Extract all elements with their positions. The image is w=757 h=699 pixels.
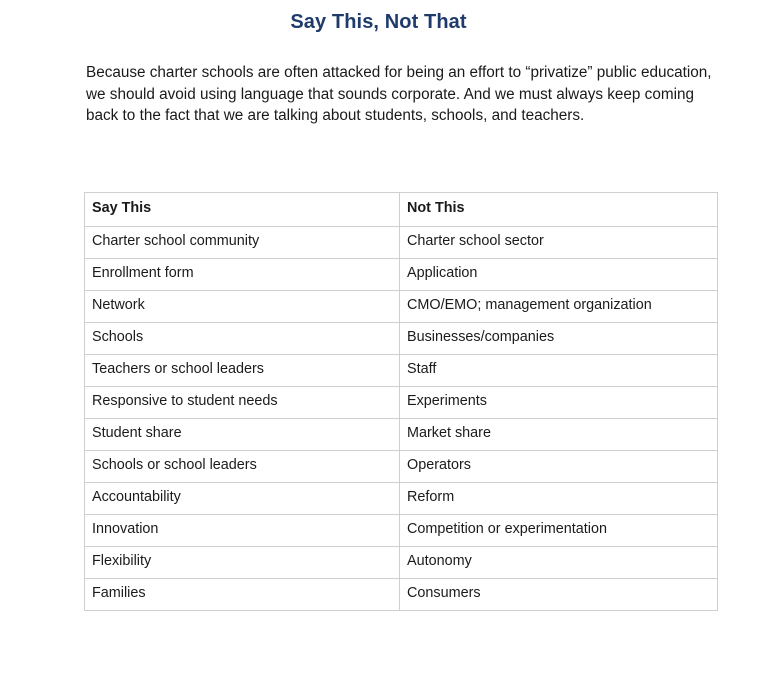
say-this-cell: Schools [85,323,400,355]
table-row [85,291,718,323]
table-row [85,579,718,611]
say-this-cell: Accountability [85,483,400,515]
say-this-cell: Network [85,291,400,323]
table-row [85,355,718,387]
say-this-cell: Enrollment form [85,259,400,291]
say-this-cell: Schools or school leaders [85,451,400,483]
not-this-cell: Operators [400,451,718,483]
say-this-not-that-table-container [84,192,717,611]
table-row [85,451,718,483]
say-this-cell: Student share [85,419,400,451]
table-row [85,547,718,579]
not-this-cell: Charter school sector [400,227,718,259]
table-row [85,259,718,291]
header-not-this: Not This [400,193,718,227]
table-row [85,323,718,355]
say-this-not-that-table [84,192,718,611]
not-this-cell: Autonomy [400,547,718,579]
say-this-cell: Flexibility [85,547,400,579]
not-this-cell: Competition or experimentation [400,515,718,547]
say-this-cell: Innovation [85,515,400,547]
say-this-cell: Teachers or school leaders [85,355,400,387]
table-header-row [85,193,718,227]
table-row [85,483,718,515]
table-row [85,227,718,259]
not-this-cell: Businesses/companies [400,323,718,355]
table-row [85,419,718,451]
intro-paragraph: Because charter schools are often attacked for being an effort to “privatize” public education, we should avoid using language that sounds corporate. And we must always keep coming back to the fact that we are talking about students, schools, and teachers. [86,64,712,124]
say-this-cell: Charter school community [85,227,400,259]
not-this-cell: Consumers [400,579,718,611]
not-this-cell: Experiments [400,387,718,419]
header-say-this: Say This [85,193,400,227]
table-row [85,387,718,419]
say-this-cell: Families [85,579,400,611]
not-this-cell: CMO/EMO; management organization [400,291,718,323]
say-this-cell: Responsive to student needs [85,387,400,419]
not-this-cell: Application [400,259,718,291]
not-this-cell: Staff [400,355,718,387]
page-title: Say This, Not That [290,11,467,33]
table-row [85,515,718,547]
not-this-cell: Market share [400,419,718,451]
not-this-cell: Reform [400,483,718,515]
